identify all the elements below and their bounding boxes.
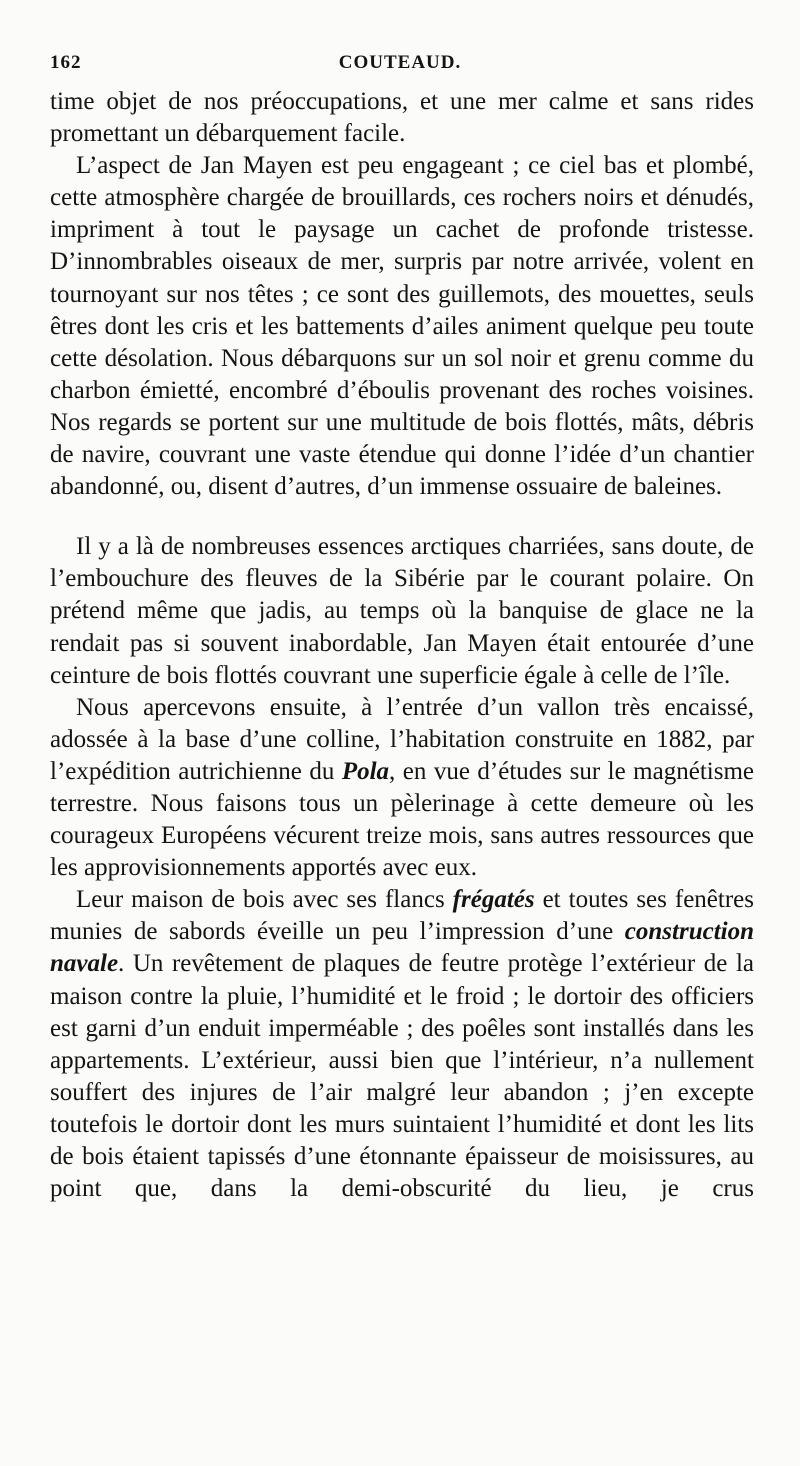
paragraph-3-text: Il y a là de nombreuses essences arctiques charriées, sans doute, de l’embouchure des fleuves de la Sibérie par le courant polaire. On prétend même que jadis, au temps où la banquise de glace ne la rendait pas si souvent inabordable, Jan Mayen était entourée d’une ceinture de bois flottés couvrant une superficie égale à celle de l’île. [50,533,754,689]
paragraph-4-text-before: Nous apercevons ensuite, à l’entrée d’un vallon très encaissé, adossée à la base d’une colline, l’habitation construite en 1882, par l’expédition autrichienne du [50,693,754,785]
paragraph-2-text: L’aspect de Jan Mayen est peu engageant ; ce ciel bas et plombé, cette atmosphère chargée de brouillards, ces rochers noirs et dénudés, impriment à tout le paysage un cachet de profonde tristesse. D’innombrables oiseaux de mer, surpris par notre arrivée, volent en tournoyant sur nos têtes ; ce sont des guillemots, des mouettes, seuls êtres dont les cris et les battements d’ailes animent quelque peu toute cette désolation. Nous débarquons sur un sol noir et grenu comme du charbon émietté, encombré d’éboulis provenant des roches voisines. Nos regards se portent sur une multitude de bois flottés, mâts, débris de navire, couvrant une vaste étendue qui donne l’idée d’un chantier abandonné, ou, disent d’autres, d’un immense ossuaire de baleines. [50,152,754,501]
italic-fregates: frégatés [452,886,535,914]
paragraph-5-text-before: Leur maison de bois avec ses flancs [76,886,453,914]
paragraph-4-text-after: , en vue d’études sur le magnétisme terrestre. Nous faisons tous un pèlerinage à cette demeure où les courageux Européens vécurent treize mois, sans autres ressources que les approvisionnements apportés avec eux. [50,757,754,882]
paragraph-3 [50,531,754,691]
ship-name-pola: Pola [341,757,390,785]
running-title: COUTEAUD. [338,52,462,73]
paragraph-4 [50,692,754,885]
body-text [50,86,754,1205]
italic-construction-navale: construction navale [50,918,754,978]
paragraph-5-text-middle: et toutes ses fenêtres munies de sabords éveille un peu l’impression d’une [50,886,754,946]
paragraph-5-text-after: . Un revêtement de plaques de feutre protège l’extérieur de la maison contre la pluie, l’humidité et le froid ; le dortoir des officiers est garni d’un enduit imperméable ; des poêles sont installés dans les appartements. L’extérieur, aussi bien que l’intérieur, n’a nullement souffert des injures de l’air malgré leur abandon ; j’en excepte toutefois le dortoir dont les murs suintaient l’humidité et dont les lits de bois étaient tapissés d’une étonnante épaisseur de moisissures, au point que, dans la demi-obscurité du lieu, je crus [50,950,754,1203]
paragraph-1-text: time objet de nos préoccupations, et une mer calme et sans rides promettant un débarquement facile. [50,88,754,148]
paragraph-5 [50,884,754,1205]
page-number: 162 [50,52,82,73]
paragraph-1 [50,86,754,150]
page-header [50,52,750,80]
paragraph-2 [50,150,754,503]
